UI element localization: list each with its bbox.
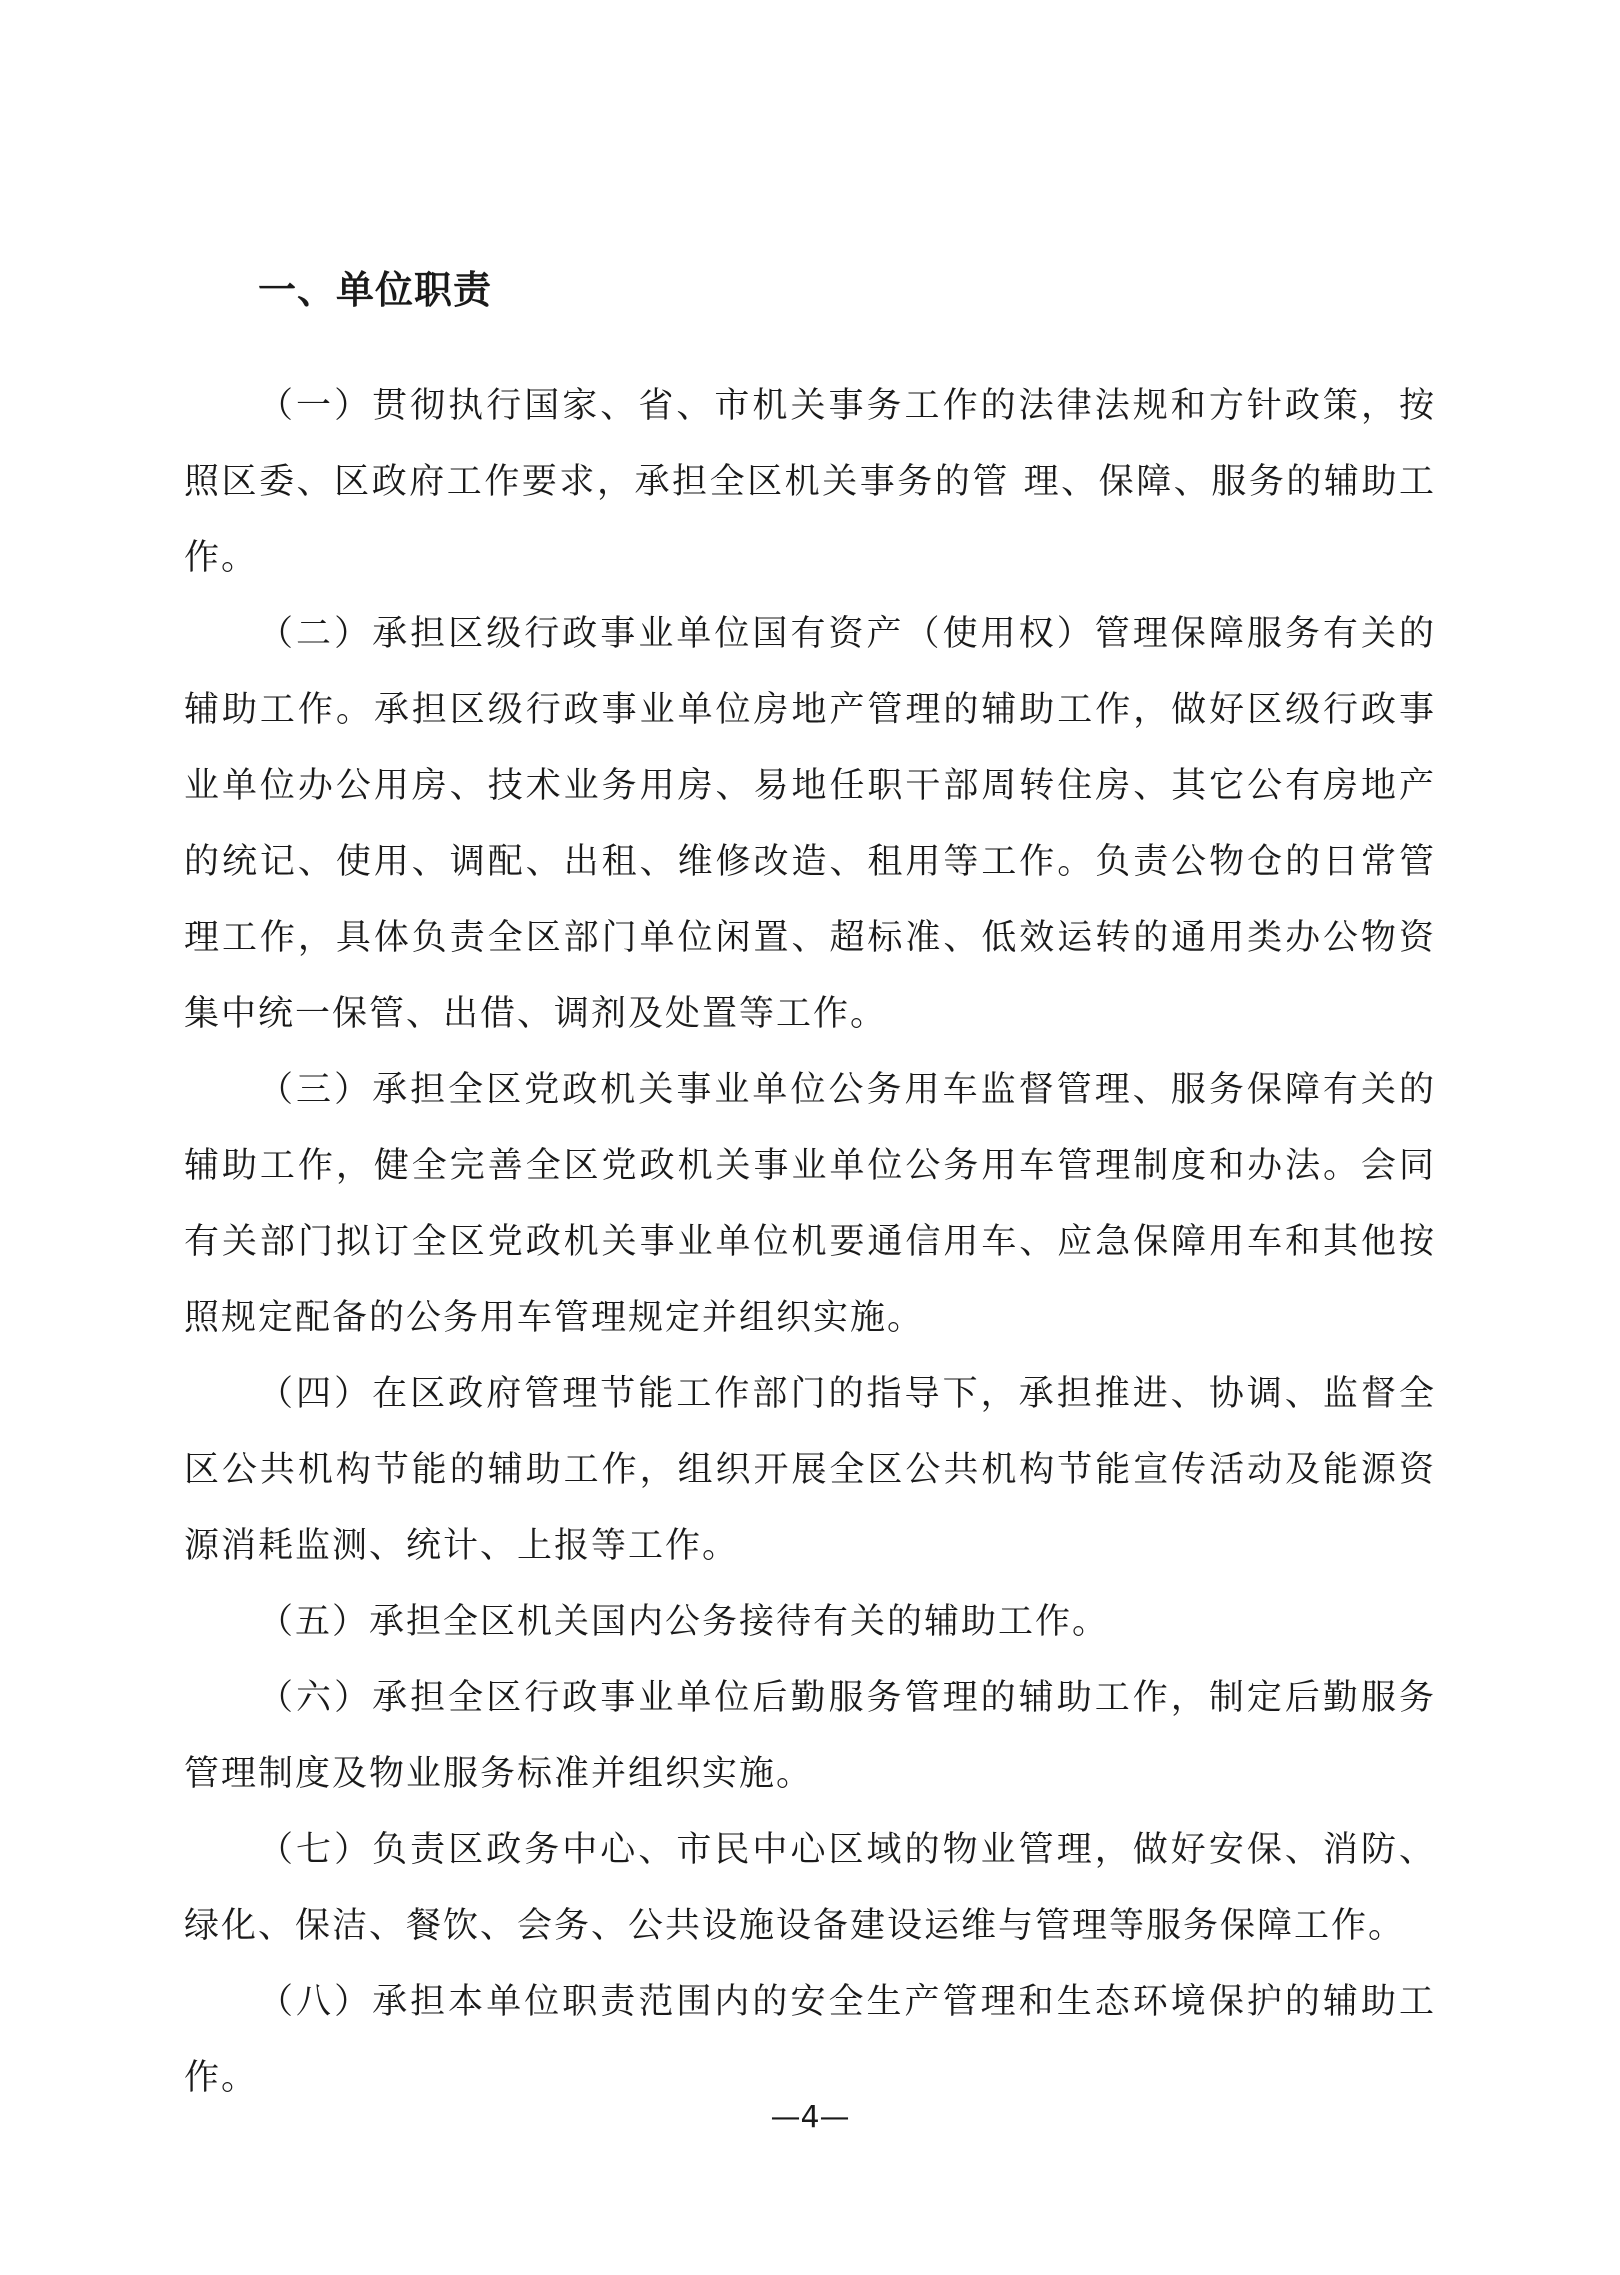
paragraph-duty-3: （三）承担全区党政机关事业单位公务用车监督管理、服务保障有关的辅助工作，健全完善全区党政机关事业单位公务用车管理制度和办法。会同有关部门拟订全区党政机关事业单位机要通信用车、应急保障用车和其他按照规定配备的公务用车管理规定并组织实施。 [184,1070,1436,1338]
paragraph-duty-1: （一）贯彻执行国家、省、市机关事务工作的法律法规和方针政策，按照区委、区政府工作要求，承担全区机关事务的管 理、保障、服务的辅助工作。 [184,386,1436,578]
paragraph-duty-8: （八）承担本单位职责范围内的安全生产管理和生态环境保护的辅助工作。 [184,1982,1436,2098]
section-heading: 一、单位职责 [258,268,493,312]
paragraph-duty-4: （四）在区政府管理节能工作部门的指导下，承担推进、协调、监督全区公共机构节能的辅助工作，组织开展全区公共机构节能宣传活动及能源资源消耗监测、统计、上报等工作。 [184,1374,1436,1566]
paragraph-duty-7: （七）负责区政务中心、市民中心区域的物业管理，做好安保、消防、绿化、保洁、餐饮、会务、公共设施设备建设运维与管理等服务保障工作。 [184,1830,1436,1946]
paragraph-duty-2: （二）承担区级行政事业单位国有资产（使用权）管理保障服务有关的辅助工作。承担区级行政事业单位房地产管理的辅助工作，做好区级行政事业单位办公用房、技术业务用房、易地任职干部周转住房、其它公有房地产的统记、使用、调配、出租、维修改造、租用等工作。负责公物仓的日常管理工作，具体负责全区部门单位闲置、超标准、低效运转的通用类办公物资集中统一保管、出借、调剂及处置等工作。 [184,614,1436,1034]
document-body [184,368,1436,2116]
paragraph-duty-5: （五）承担全区机关国内公务接待有关的辅助工作。 [258,1602,1110,1642]
paragraph-duty-6: （六）承担全区行政事业单位后勤服务管理的辅助工作，制定后勤服务管理制度及物业服务标准并组织实施。 [184,1678,1436,1794]
page-number: —4— [770,2100,850,2135]
